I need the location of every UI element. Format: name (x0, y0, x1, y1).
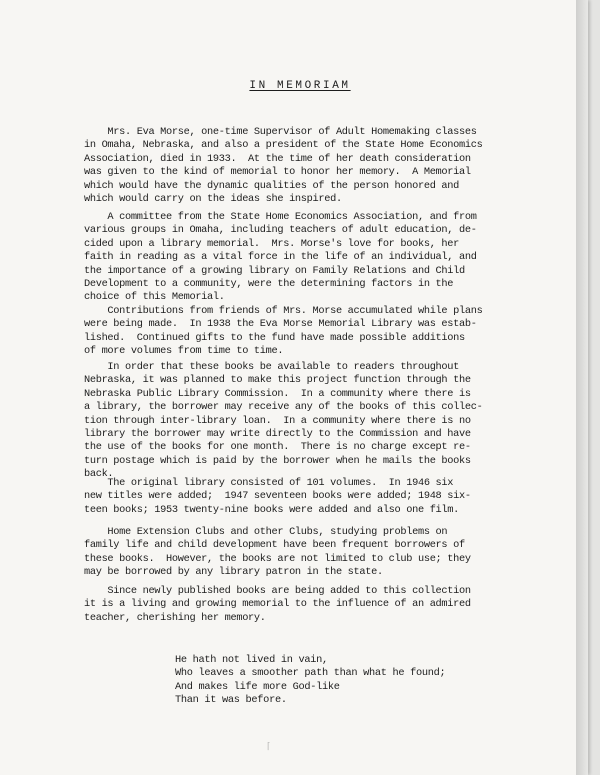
paragraph-5: The original library consisted of 101 volumes. In 1946 six new titles were added; 1947 seventeen books were added; 1948 six- teen books; 1953 twenty-nine books were added and also one film. (84, 477, 471, 516)
paper-speck: ⌈ (267, 742, 271, 752)
document-title: IN MEMORIAM (249, 80, 351, 92)
paragraph-7: Since newly published books are being added to this collection it is a living and growing memorial to the influence of an admired teacher, cherishing her memory. (84, 585, 471, 624)
paragraph-2: A committee from the State Home Economics Association, and from various groups in Omaha, including teachers of adult education, de- cided upon a library memorial. Mrs. Morse's love for books, her faith in reading as a vital force in the life of an individual, and the importance of a growing library on Family Relations and Child Development to a community, were the determining factors in the choice of this Memorial. (84, 211, 477, 304)
paragraph-3: Contributions from friends of Mrs. Morse accumulated while plans were being made. In 1938 the Eva Morse Memorial Library was estab- lished. Continued gifts to the fund have made possible additions of more volumes from time to time. (84, 305, 483, 358)
paragraph-1: Mrs. Eva Morse, one-time Supervisor of Adult Homemaking classes in Omaha, Nebraska, and also a president of the State Home Economics Association, died in 1933. At the time of her death consideration was given to the kind of memorial to honor her memory. A Memorial which would have the dynamic qualities of the person honored and which would carry on the ideas she inspired. (84, 126, 483, 206)
page-edge-shadow (576, 0, 588, 775)
closing-poem: He hath not lived in vain, Who leaves a smoother path than what he found; And makes life more God-like Than it was before. (175, 654, 446, 707)
paragraph-4: In order that these books be available to readers throughout Nebraska, it was planned to make this project function through the Nebraska Public Library Commission. In a community where there is a library, the borrower may receive any of the books of this collec- tion through inter-library loan. In a community where there is no library the borrower may write directly to the Commission and have the use of the books for one month. There is no charge except re- turn postage which is paid by the borrower when he mails the books back. (84, 361, 483, 481)
paragraph-6: Home Extension Clubs and other Clubs, studying problems on family life and child development have been frequent borrowers of these books. However, the books are not limited to club use; they may be borrowed by any library patron in the state. (84, 526, 471, 579)
